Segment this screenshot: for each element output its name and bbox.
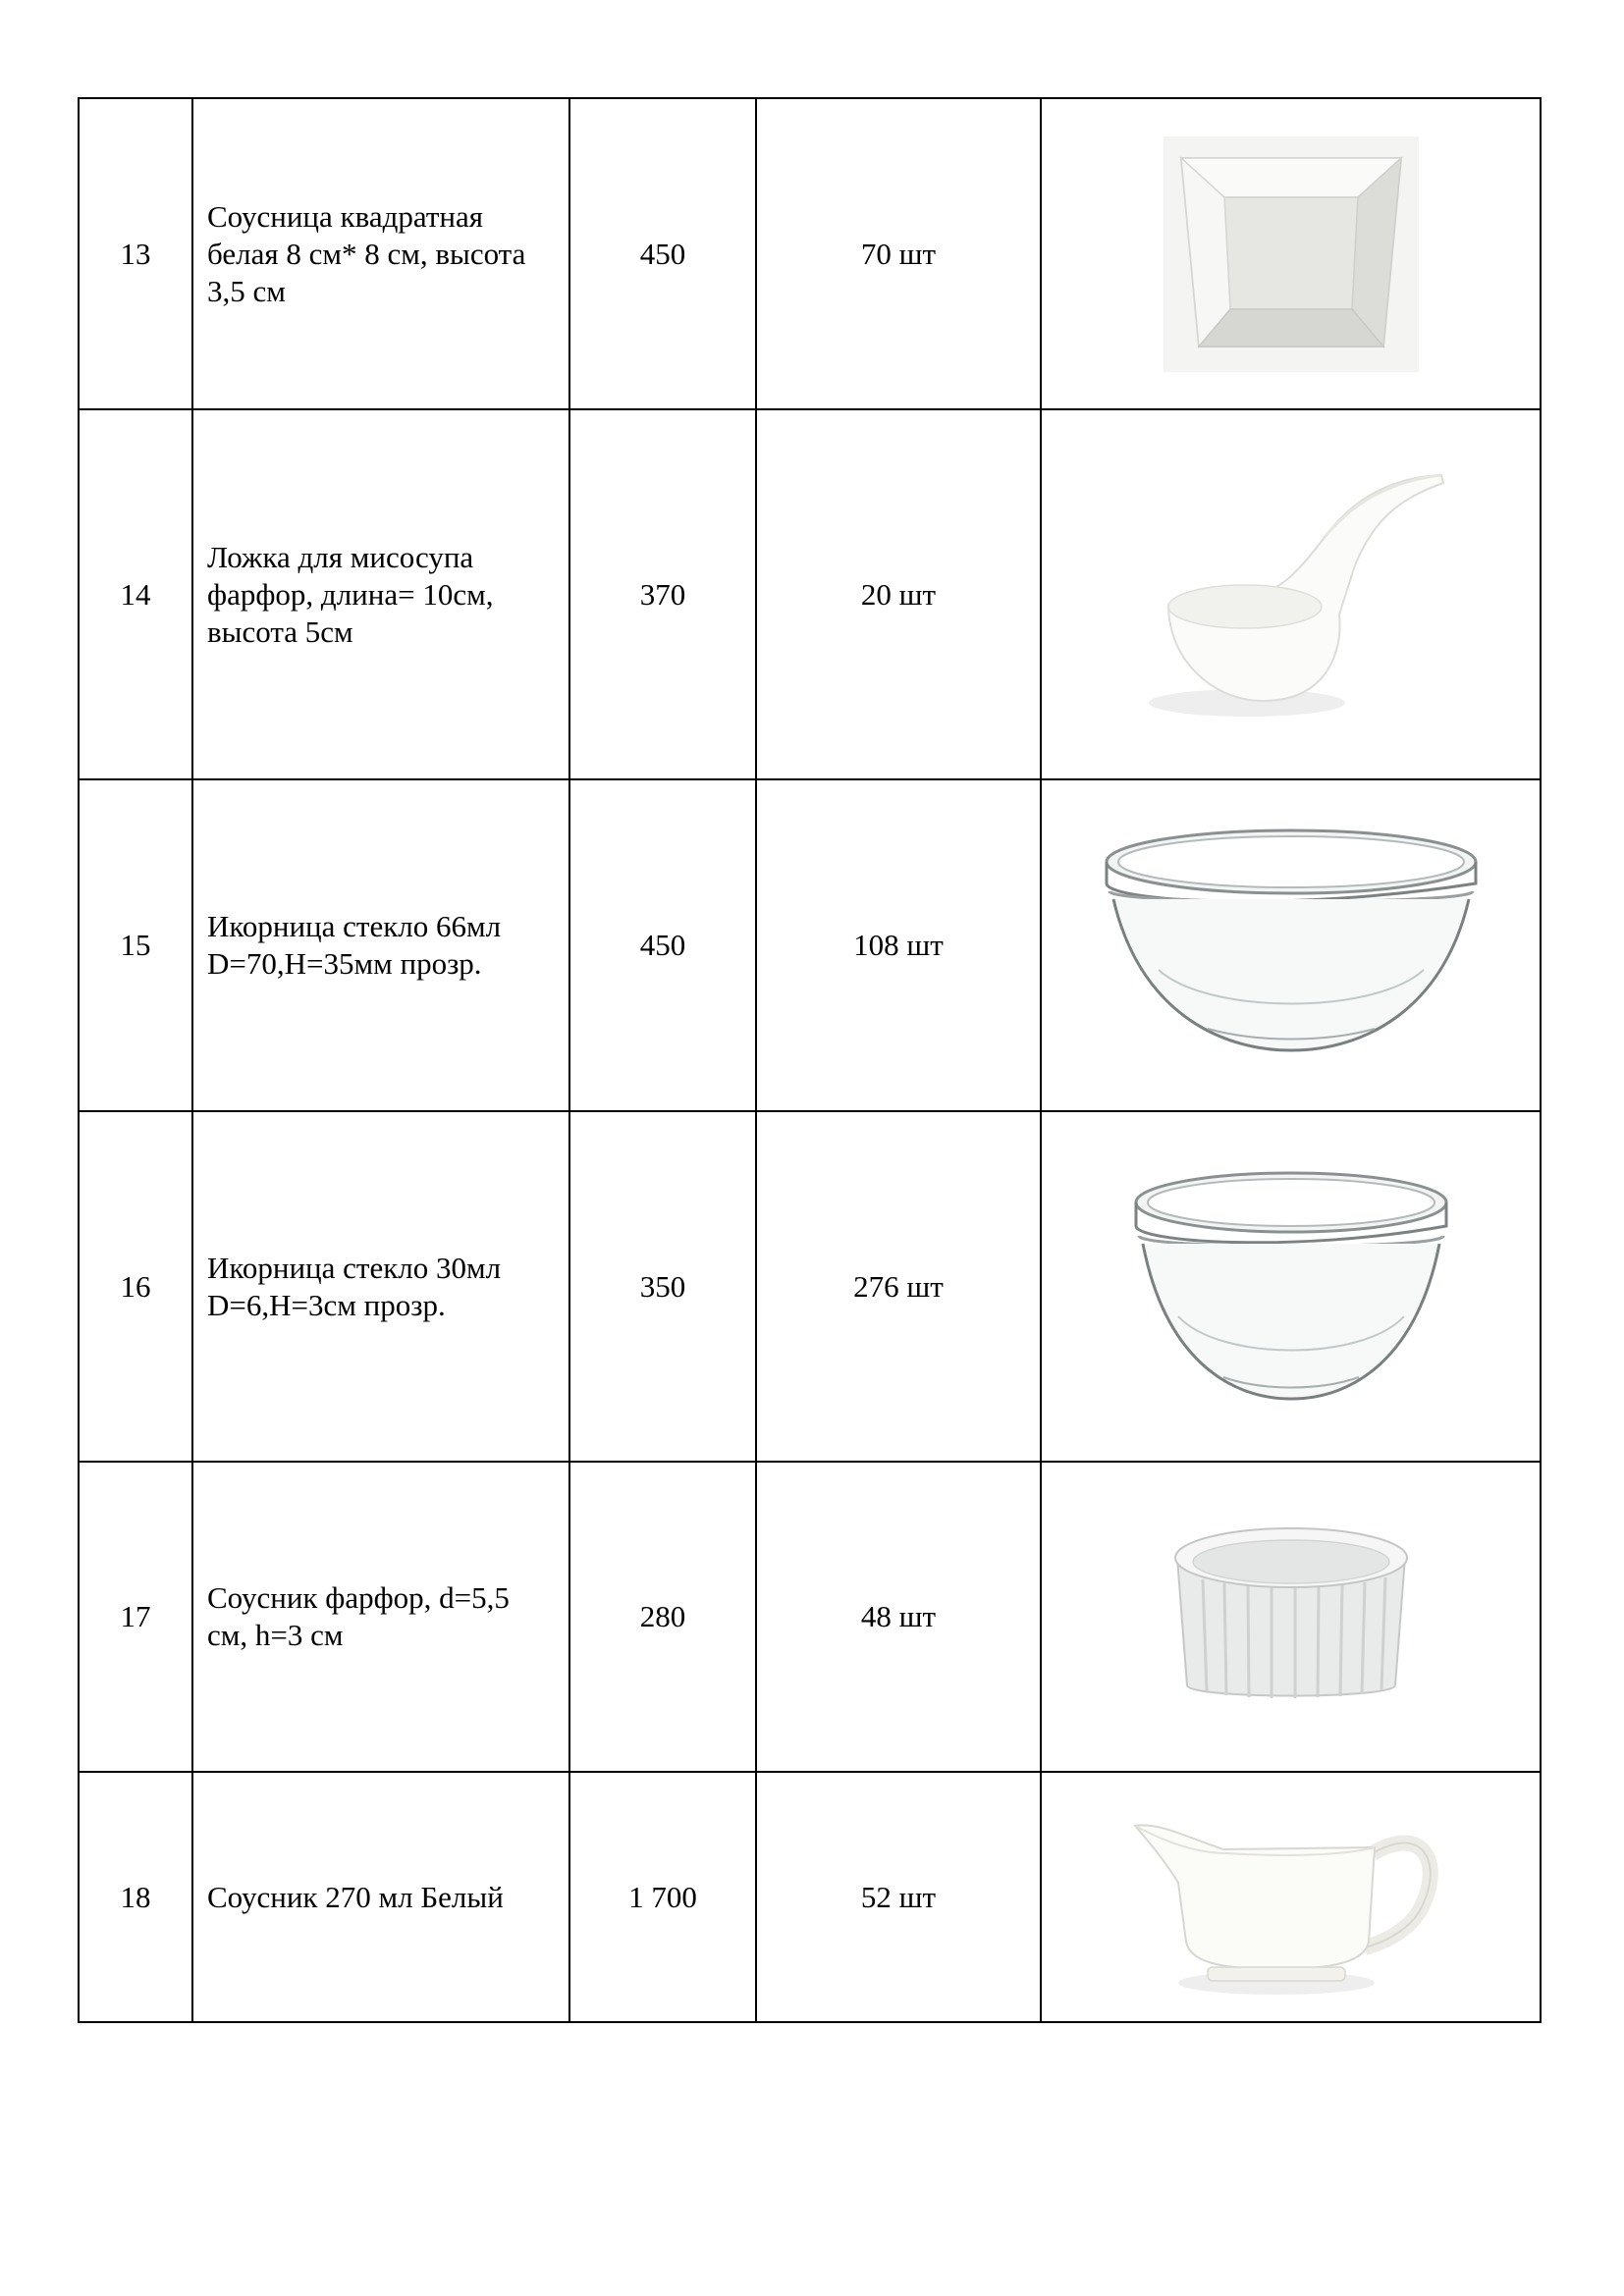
square-sauce-dish-icon — [1164, 136, 1419, 372]
item-price: 1 700 — [569, 1772, 756, 2022]
item-quantity: 108 шт — [756, 779, 1041, 1111]
item-number: 17 — [79, 1462, 192, 1772]
table-row — [79, 1111, 1541, 1462]
item-quantity: 20 шт — [756, 409, 1041, 779]
item-name: Соусница квадратная белая 8 см* 8 см, высота 3,5 см — [192, 98, 569, 409]
item-number: 13 — [79, 98, 192, 409]
item-number: 16 — [79, 1111, 192, 1462]
item-quantity: 70 шт — [756, 98, 1041, 409]
small-glass-bowl-icon — [1129, 1159, 1453, 1415]
item-price: 450 — [569, 98, 756, 409]
item-name: Икорница стекло 30мл D=6,H=3см прозр. — [192, 1111, 569, 1462]
item-number: 18 — [79, 1772, 192, 2022]
item-price: 280 — [569, 1462, 756, 1772]
product-table — [78, 97, 1542, 2023]
gravy-boat-icon — [1129, 1794, 1453, 2001]
item-quantity: 276 шт — [756, 1111, 1041, 1462]
table-row — [79, 1772, 1541, 2022]
item-name: Икорница стекло 66мл D=70,H=35мм прозр. — [192, 779, 569, 1111]
table-row — [79, 1462, 1541, 1772]
item-name: Соусник фарфор, d=5,5 см, h=3 см — [192, 1462, 569, 1772]
table-row — [79, 98, 1541, 409]
table-row — [79, 409, 1541, 779]
miso-spoon-icon — [1129, 457, 1453, 732]
item-name: Ложка для мисосупа фарфор, длина= 10см, высота 5см — [192, 409, 569, 779]
item-quantity: 48 шт — [756, 1462, 1041, 1772]
table-row — [79, 779, 1541, 1111]
item-name: Соусник 270 мл Белый — [192, 1772, 569, 2022]
item-price: 450 — [569, 779, 756, 1111]
item-number: 14 — [79, 409, 192, 779]
item-quantity: 52 шт — [756, 1772, 1041, 2022]
item-price: 350 — [569, 1111, 756, 1462]
ramekin-icon — [1164, 1519, 1419, 1715]
item-number: 15 — [79, 779, 192, 1111]
glass-bowl-icon — [1100, 823, 1483, 1068]
item-price: 370 — [569, 409, 756, 779]
